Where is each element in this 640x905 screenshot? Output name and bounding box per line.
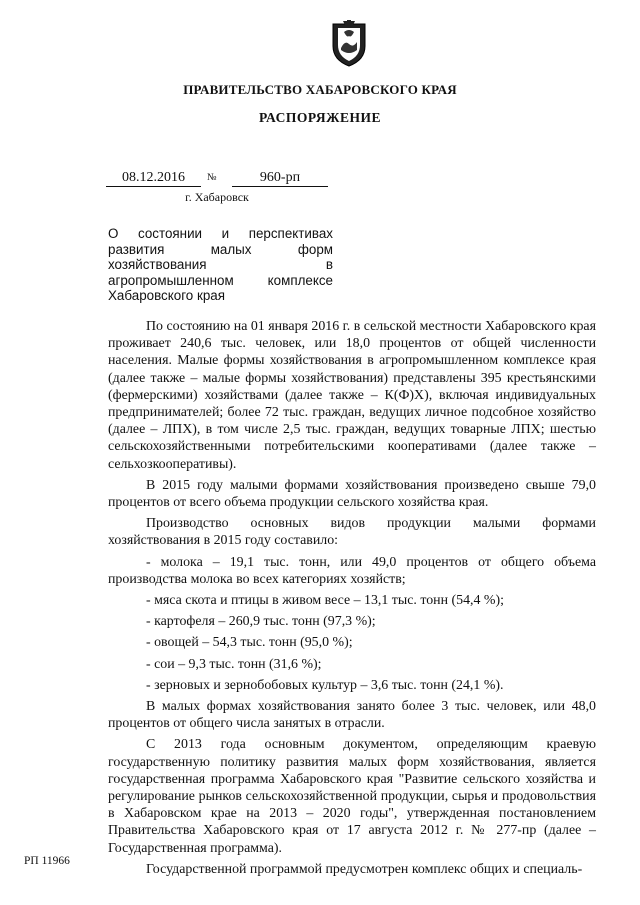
paragraph: В малых формах хозяйствования занято более 3 тыс. человек, или 48,0 процентов от общего числа занятых в отрасли.: [108, 699, 596, 732]
coat-of-arms-icon: [329, 18, 369, 68]
document-number: 960-рп: [232, 170, 328, 187]
list-item: - картофеля – 260,9 тыс. тонн (97,3 %);: [146, 614, 376, 630]
number-sign: №: [207, 172, 217, 183]
paragraph: По состоянию на 01 января 2016 г. в сельской местности Хабаровского края проживает 240,6 тыс. человек, или 18,0 процентов от общей численности населения. Малые формы хозяйствования в агропромышленном комплексе края (далее также – малые формы хозяйствования) представлены 395 крестьянскими (фермерскими) хозяйствами (далее также – К(Ф)Х), включая индивидуальных предпринимателей; более 72 тыс. граждан, ведущих личное подсобное хозяйство (далее – ЛПХ), в том числе 2,5 тыс. граждан, ведущих товарные ЛПХ; шестью сельскохозяйственными потребительскими кооперативами (далее также – сельхозкооперативы).: [108, 319, 596, 472]
list-item: - мяса скота и птицы в живом весе – 13,1 тыс. тонн (54,4 %);: [146, 593, 504, 609]
paragraph: Государственной программой предусмотрен комплекс общих и специаль-: [146, 861, 583, 877]
paragraph: Производство основных видов продукции малыми формами хозяйствования в 2015 году составило:: [108, 516, 596, 549]
list-item: - зерновых и зернобобовых культур – 3,6 тыс. тонн (24,1 %).: [146, 677, 504, 693]
document-type: РАСПОРЯЖЕНИЕ: [258, 110, 382, 125]
paragraph: В 2015 году малыми формами хозяйствования произведено свыше 79,0 процентов от всего объема продукции сельского хозяйства края.: [108, 477, 596, 511]
list-item: - овощей – 54,3 тыс. тонн (95,0 %);: [146, 635, 353, 651]
document-body: [108, 318, 596, 878]
list-item: - молока – 19,1 тыс. тонн, или 49,0 процентов от общего объема производства молока во всех категориях хозяйств;: [108, 554, 596, 587]
footer-code: РП 11966: [24, 855, 70, 867]
paragraph: С 2013 года основным документом, определяющим краевую государственную политику развития малых форм хозяйствования, является государственная программа Хабаровского края "Развитие сельского хозяйства и регулирование рынков сельскохозяйственной продукции, сырья и продовольствия в Хабаровском крае на 2013 – 2020 годы", утвержденная постановлением Правительства Хабаровского края от 17 августа 2012 г. № 277-пр (далее – Государственная программа).: [108, 737, 596, 856]
government-title: ПРАВИТЕЛЬСТВО ХАБАРОВСКОГО КРАЯ: [183, 82, 457, 97]
list-item: - сои – 9,3 тыс. тонн (31,6 %);: [146, 656, 322, 672]
document-date: 08.12.2016: [106, 170, 201, 187]
document-city: г. Хабаровск: [185, 190, 249, 204]
document-subject: О состоянии и перспективах развития малых форм хозяйствования в агропромышленном комплексе Хабаровского края: [108, 226, 333, 304]
